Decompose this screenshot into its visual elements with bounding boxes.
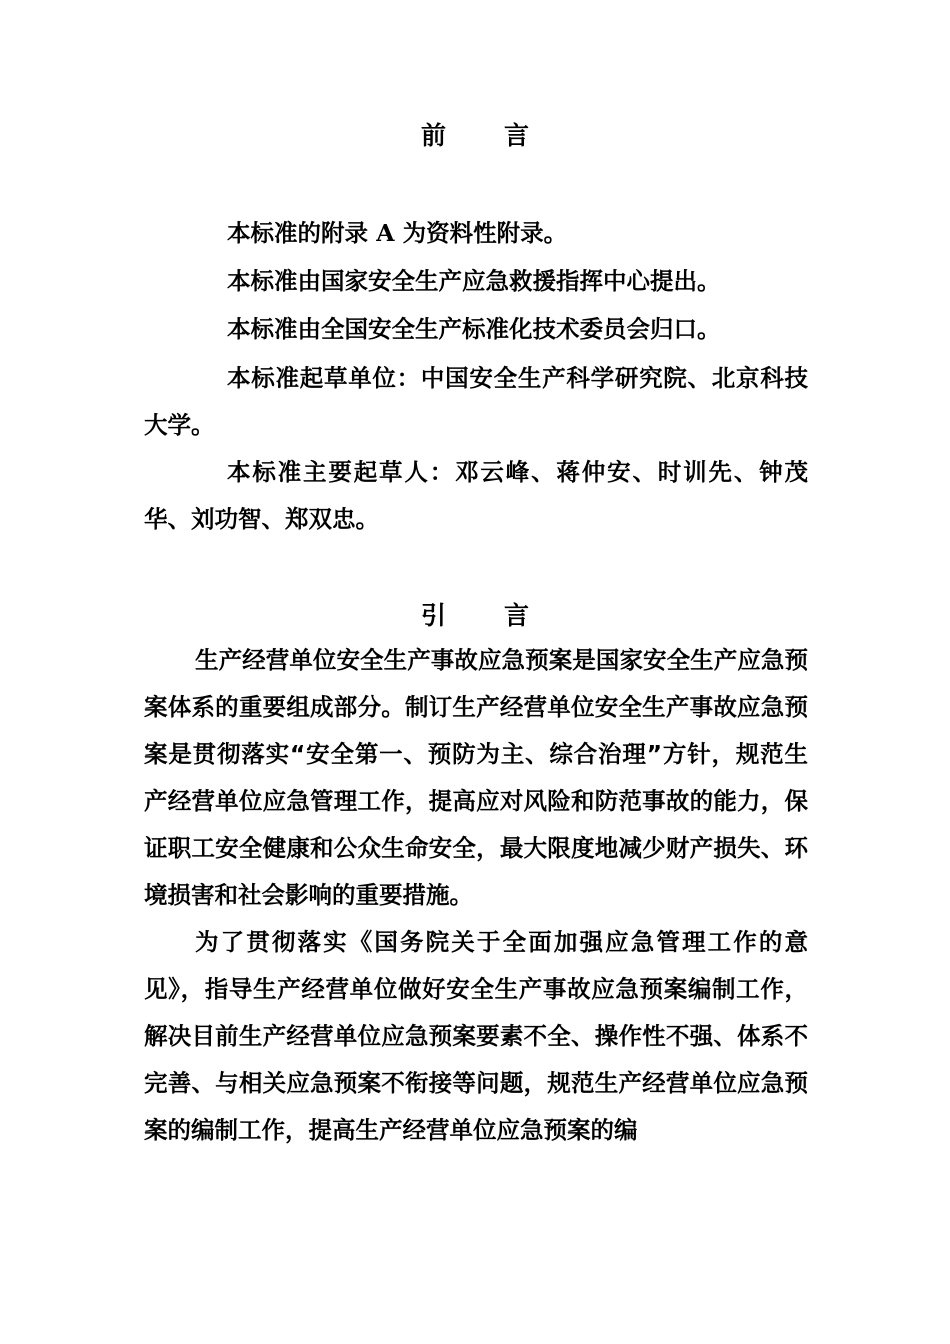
foreword-main-drafters: 本标准主要起草人：邓云峰、蒋仲安、时训先、钟茂华、刘功智、郑双忠。: [144, 458, 808, 533]
foreword-drafting-units: 本标准起草单位：中国安全生产科学研究院、北京科技大学。: [144, 364, 808, 439]
introduction-heading: [0, 596, 950, 632]
foreword-heading-part1: 前: [420, 121, 446, 150]
foreword-appendix-text-a: 本标准的附录: [227, 219, 377, 247]
foreword-appendix-letter: A: [376, 219, 395, 247]
foreword-administrator-line: 本标准由全国安全生产标准化技术委员会归口。: [227, 315, 721, 343]
foreword-appendix-line: [144, 210, 808, 257]
foreword-proposer-line: 本标准由国家安全生产应急救援指挥中心提出。: [227, 267, 721, 295]
introduction-paragraph-2: 为了贯彻落实《国务院关于全面加强应急管理工作的意见》，指导生产经营单位做好安全生产事故应急预案编制工作，解决目前生产经营单位应急预案要素不全、操作性不强、体系不完善、与相关应急预案不衔接等问题，规范生产经营单位应急预案的编制工作，提高生产经营单位应急预案的编: [144, 928, 808, 1144]
introduction-heading-part1: 引: [420, 601, 446, 630]
foreword-heading: [0, 116, 950, 152]
foreword-appendix-text-c: 为资料性附录。: [394, 219, 568, 247]
introduction-heading-part2: 言: [504, 601, 530, 630]
foreword-heading-part2: 言: [504, 121, 530, 150]
introduction-paragraph-1: 生产经营单位安全生产事故应急预案是国家安全生产应急预案体系的重要组成部分。制订生产经营单位安全生产事故应急预案是贯彻落实“安全第一、预防为主、综合治理”方针，规范生产经营单位应急管理工作，提高应对风险和防范事故的能力，保证职工安全健康和公众生命安全，最大限度地减少财产损失、环境损害和社会影响的重要措施。: [144, 646, 808, 909]
